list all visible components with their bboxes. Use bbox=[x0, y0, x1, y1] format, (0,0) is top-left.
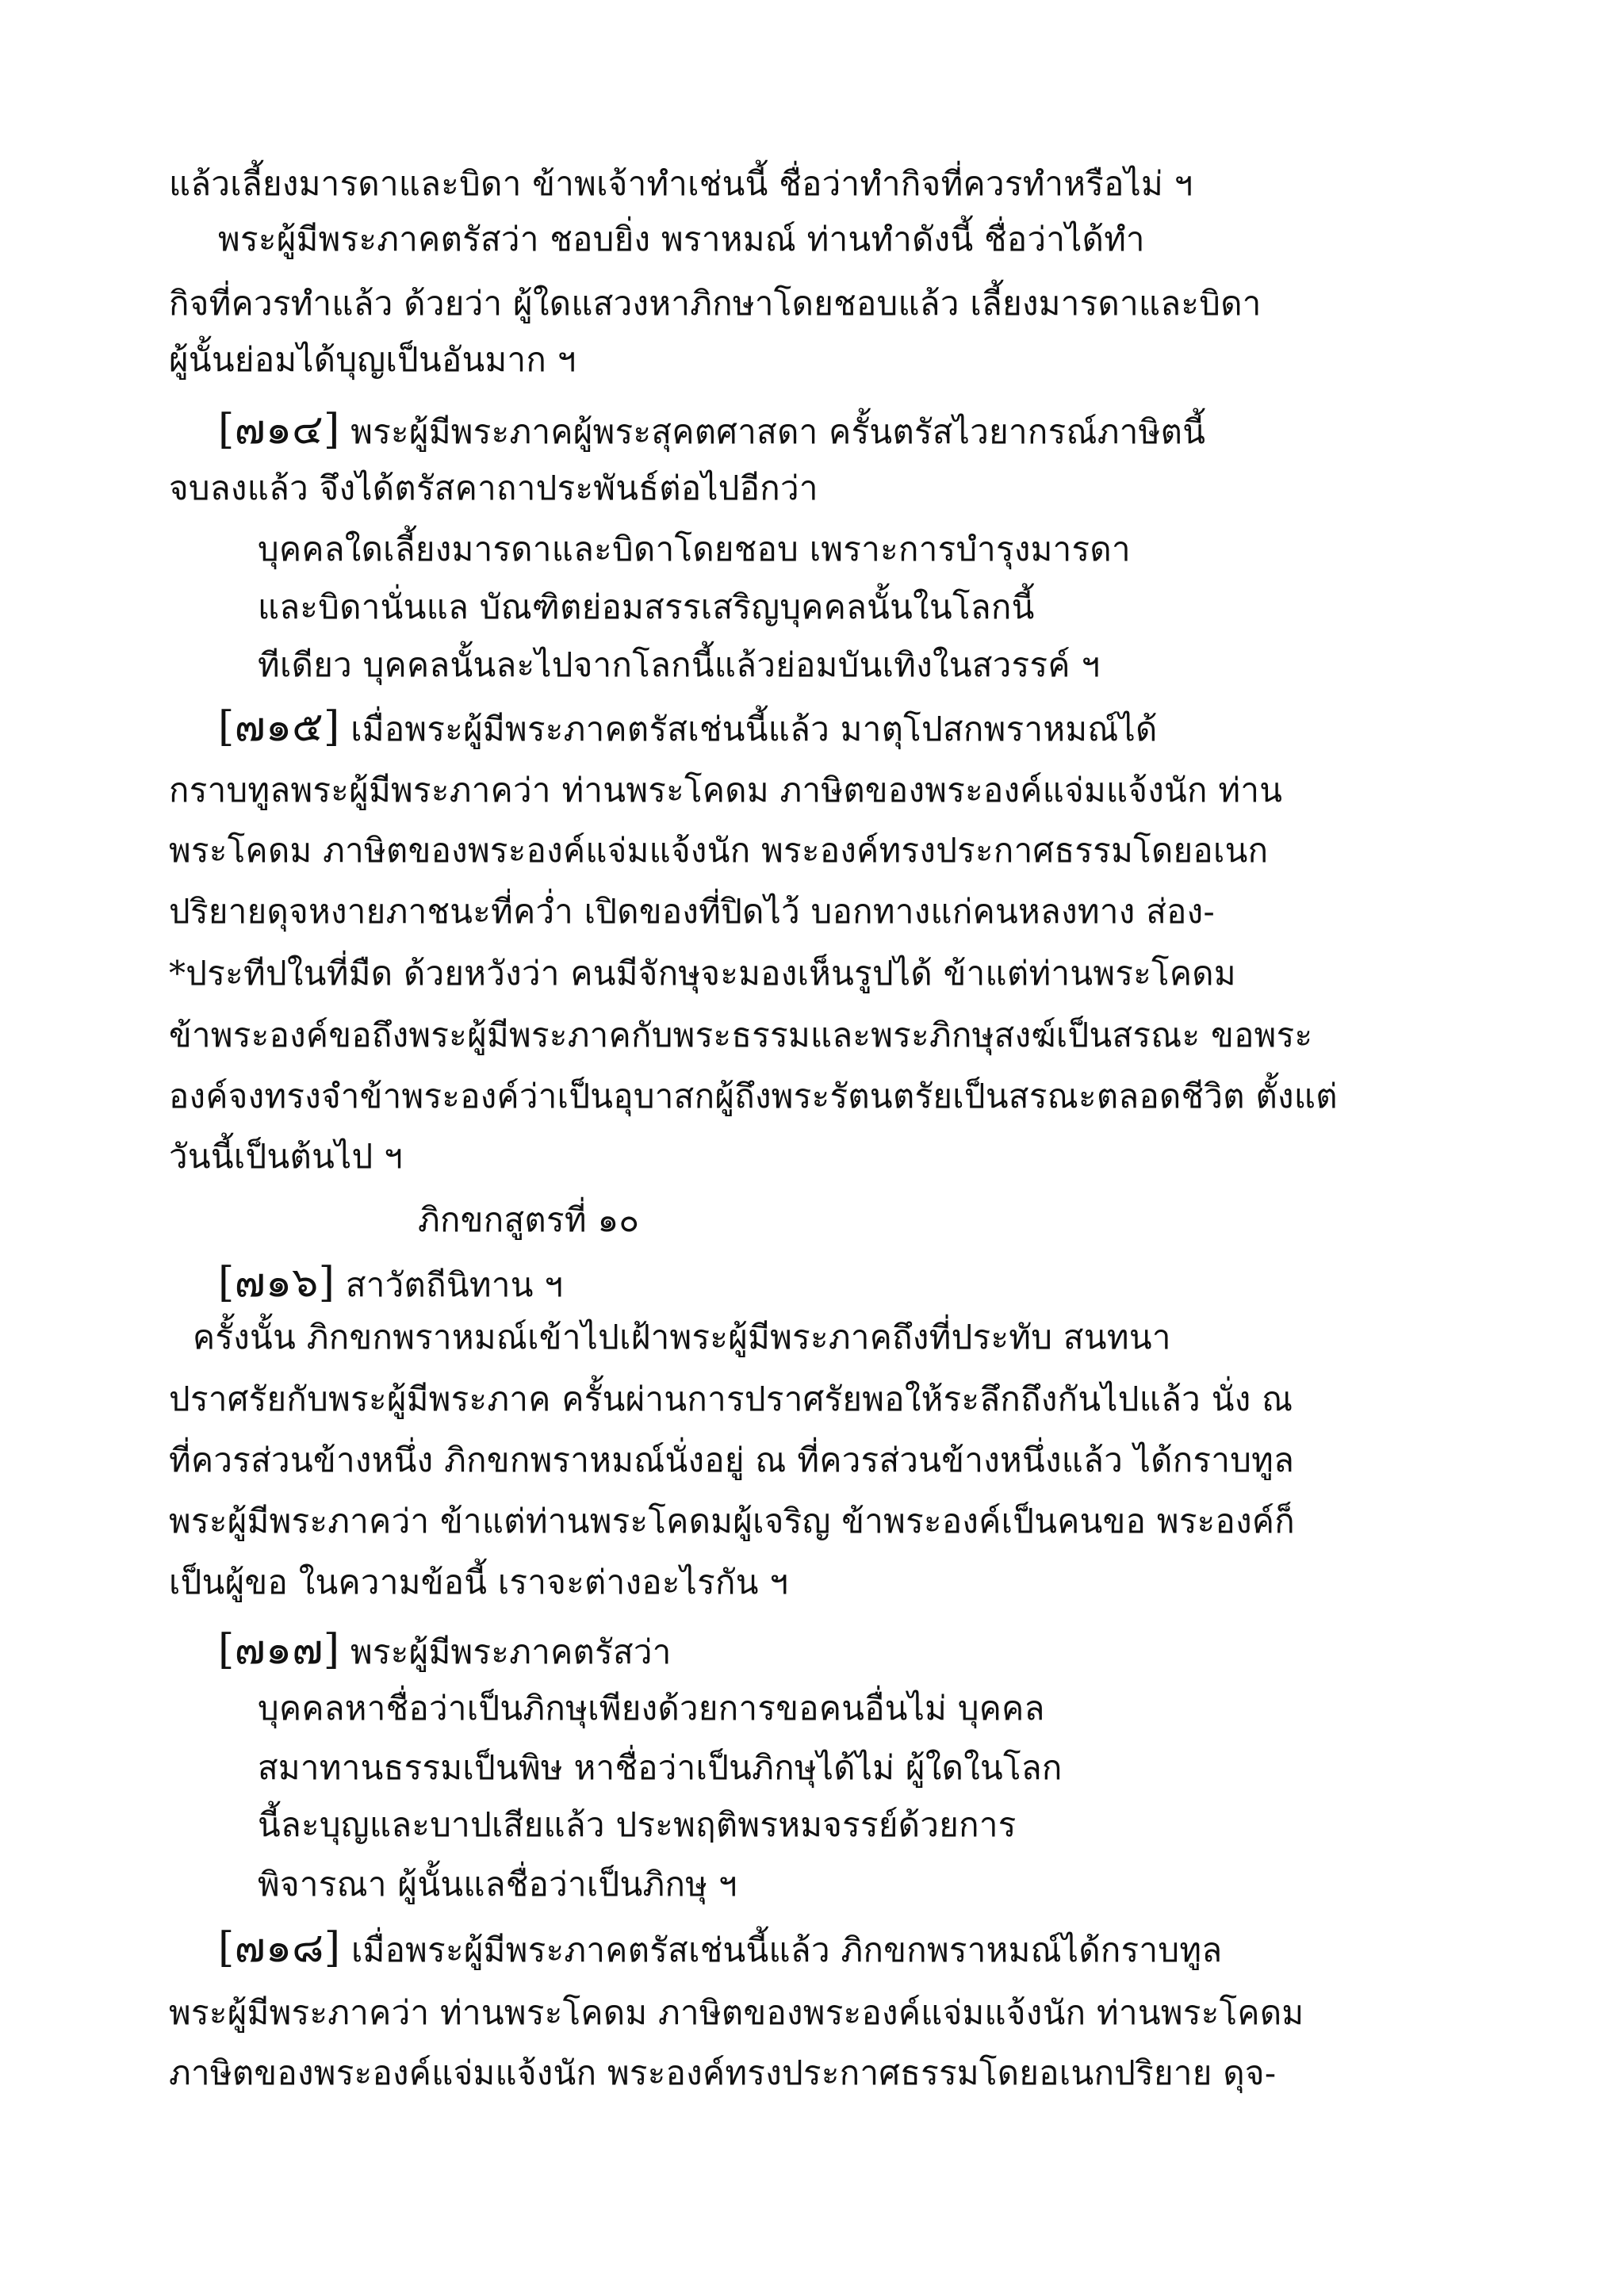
line-text: ทีเดียว บุคคลนั้นละไปจากโลกนี้แล้วย่อมบันเทิงในสวรรค์ ฯ bbox=[258, 645, 1101, 684]
line-text: กราบทูลพระผู้มีพระภาคว่า ท่านพระโคดม ภาษิตของพระองค์แจ่มแจ้งนัก ท่าน bbox=[169, 771, 1283, 809]
line-text: พระผู้มีพระภาคว่า ข้าแต่ท่านพระโคดมผู้เจริญ ข้าพระองค์เป็นคนขอ พระองค์ก็ bbox=[169, 1502, 1295, 1540]
verse-line bbox=[258, 1861, 737, 1908]
line-text: พระผู้มีพระภาคตรัสว่า bbox=[350, 1632, 672, 1671]
section-title bbox=[418, 1196, 639, 1244]
line-text: พระผู้มีพระภาคผู้พระสุคตศาสดา ครั้นตรัสไวยากรณ์ภาษิตนี้ bbox=[350, 412, 1206, 451]
text-line bbox=[218, 703, 1158, 751]
line-text: ข้าพระองค์ขอถึงพระผู้มีพระภาคกับพระธรรมและพระภิกษุสงฆ์เป็นสรณะ ขอพระ bbox=[169, 1016, 1313, 1054]
line-text: ภาษิตของพระองค์แจ่มแจ้งนัก พระองค์ทรงประกาศธรรมโดยอเนกปริยาย ดุจ- bbox=[169, 2053, 1277, 2092]
line-text: สาวัตถีนิทาน ฯ bbox=[345, 1265, 564, 1304]
line-text: เมื่อพระผู้มีพระภาคตรัสเช่นนี้แล้ว มาตุโปสกพราหมณ์ได้ bbox=[350, 710, 1158, 748]
text-line bbox=[169, 336, 576, 384]
line-text: พระโคดม ภาษิตของพระองค์แจ่มแจ้งนัก พระองค์ทรงประกาศธรรมโดยอเนก bbox=[169, 831, 1269, 870]
text-line bbox=[193, 1314, 1171, 1361]
line-text: เป็นผู้ขอ ในความข้อนี้ เราจะต่างอะไรกัน ฯ bbox=[169, 1563, 789, 1601]
text-line bbox=[218, 1259, 563, 1307]
text-line bbox=[218, 1924, 1222, 1972]
text-line bbox=[169, 465, 818, 512]
line-text: กิจที่ควรทำแล้ว ด้วยว่า ผู้ใดแสวงหาภิกษาโดยชอบแล้ว เลี้ยงมารดาและบิดา bbox=[169, 284, 1262, 323]
text-line bbox=[169, 1498, 1295, 1545]
line-text: และบิดานั่นแล บัณฑิตย่อมสรรเสริญบุคคลนั้นในโลกนี้ bbox=[258, 587, 1035, 626]
text-line bbox=[169, 280, 1262, 327]
text-line bbox=[169, 1559, 788, 1606]
text-line bbox=[169, 1012, 1312, 1059]
line-text: ที่ควรส่วนข้างหนึ่ง ภิกขกพราหมณ์นั่งอยู่ ณ ที่ควรส่วนข้างหนึ่งแล้ว ได้กราบทูล bbox=[169, 1441, 1295, 1479]
section-title-text: ภิกขกสูตรที่ ๑๐ bbox=[418, 1200, 640, 1239]
verse-line bbox=[258, 1685, 1045, 1732]
text-line bbox=[169, 767, 1282, 814]
line-text: บุคคลใดเลี้ยงมารดาและบิดาโดยชอบ เพราะการบำรุงมารดา bbox=[258, 530, 1131, 568]
text-line bbox=[218, 1626, 672, 1674]
verse-line bbox=[258, 641, 1100, 689]
line-text: นี้ละบุญและบาปเสียแล้ว ประพฤติพรหมจรรย์ด้วยการ bbox=[258, 1805, 1017, 1844]
text-line bbox=[169, 1989, 1304, 2037]
text-line bbox=[169, 1437, 1294, 1484]
paragraph-ref: [๗๑๔] bbox=[218, 406, 340, 453]
line-text: สมาทานธรรมเป็นพิษ หาชื่อว่าเป็นภิกษุได้ไม่ ผู้ใดในโลก bbox=[258, 1748, 1063, 1787]
paragraph-ref: [๗๑๘] bbox=[218, 1924, 341, 1972]
text-line bbox=[169, 950, 1236, 997]
line-text: พระผู้มีพระภาคว่า ท่านพระโคดม ภาษิตของพระองค์แจ่มแจ้งนัก ท่านพระโคดม bbox=[169, 1993, 1304, 2032]
text-line bbox=[169, 160, 1193, 208]
text-line bbox=[169, 888, 1215, 936]
line-text: องค์จงทรงจำข้าพระองค์ว่าเป็นอุบาสกผู้ถึงพระรัตนตรัยเป็นสรณะตลอดชีวิต ตั้งแต่ bbox=[169, 1077, 1338, 1115]
line-text: ครั้งนั้น ภิกขกพราหมณ์เข้าไปเฝ้าพระผู้มีพระภาคถึงที่ประทับ สนทนา bbox=[193, 1318, 1171, 1357]
line-text: จบลงแล้ว จึงได้ตรัสคาถาประพันธ์ต่อไปอีกว่า bbox=[169, 469, 818, 507]
verse-line bbox=[258, 1744, 1063, 1792]
line-text: พระผู้มีพระภาคตรัสว่า ชอบยิ่ง พราหมณ์ ท่านทำดังนี้ ชื่อว่าได้ทำ bbox=[218, 220, 1145, 258]
line-text: ปริยายดุจหงายภาชนะที่คว่ำ เปิดของที่ปิดไว้ บอกทางแก่คนหลงทาง ส่อง- bbox=[169, 892, 1215, 931]
paragraph-ref: [๗๑๖] bbox=[218, 1259, 335, 1307]
paragraph-ref: [๗๑๗] bbox=[218, 1626, 340, 1674]
verse-line bbox=[258, 526, 1131, 573]
line-text: วันนี้เป็นต้นไป ฯ bbox=[169, 1137, 404, 1176]
line-text: บุคคลหาชื่อว่าเป็นภิกษุเพียงด้วยการขอคนอื่นไม่ บุคคล bbox=[258, 1689, 1045, 1728]
verse-line bbox=[258, 1801, 1017, 1849]
verse-line bbox=[258, 584, 1035, 631]
text-line bbox=[169, 1073, 1338, 1120]
text-line bbox=[169, 1133, 403, 1181]
line-text: ผู้นั้นย่อมได้บุญเป็นอันมาก ฯ bbox=[169, 340, 576, 379]
text-line bbox=[218, 216, 1145, 263]
text-line bbox=[169, 827, 1268, 874]
line-text: เมื่อพระผู้มีพระภาคตรัสเช่นนี้แล้ว ภิกขกพราหมณ์ได้กราบทูล bbox=[350, 1931, 1223, 1969]
line-text: *ประทีปในที่มืด ด้วยหวังว่า คนมีจักษุจะมองเห็นรูปได้ ข้าแต่ท่านพระโคดม bbox=[169, 954, 1236, 993]
text-line bbox=[218, 406, 1205, 453]
line-text: พิจารณา ผู้นั้นแลชื่อว่าเป็นภิกษุ ฯ bbox=[258, 1865, 737, 1904]
text-line bbox=[169, 1376, 1293, 1423]
paragraph-ref: [๗๑๕] bbox=[218, 703, 340, 751]
line-text: ปราศรัยกับพระผู้มีพระภาค ครั้นผ่านการปราศรัยพอให้ระลึกถึงกันไปแล้ว นั่ง ณ bbox=[169, 1380, 1293, 1418]
text-line bbox=[169, 2049, 1276, 2097]
line-text: แล้วเลี้ยงมารดาและบิดา ข้าพเจ้าทำเช่นนี้ ชื่อว่าทำกิจที่ควรทำหรือไม่ ฯ bbox=[169, 164, 1193, 203]
